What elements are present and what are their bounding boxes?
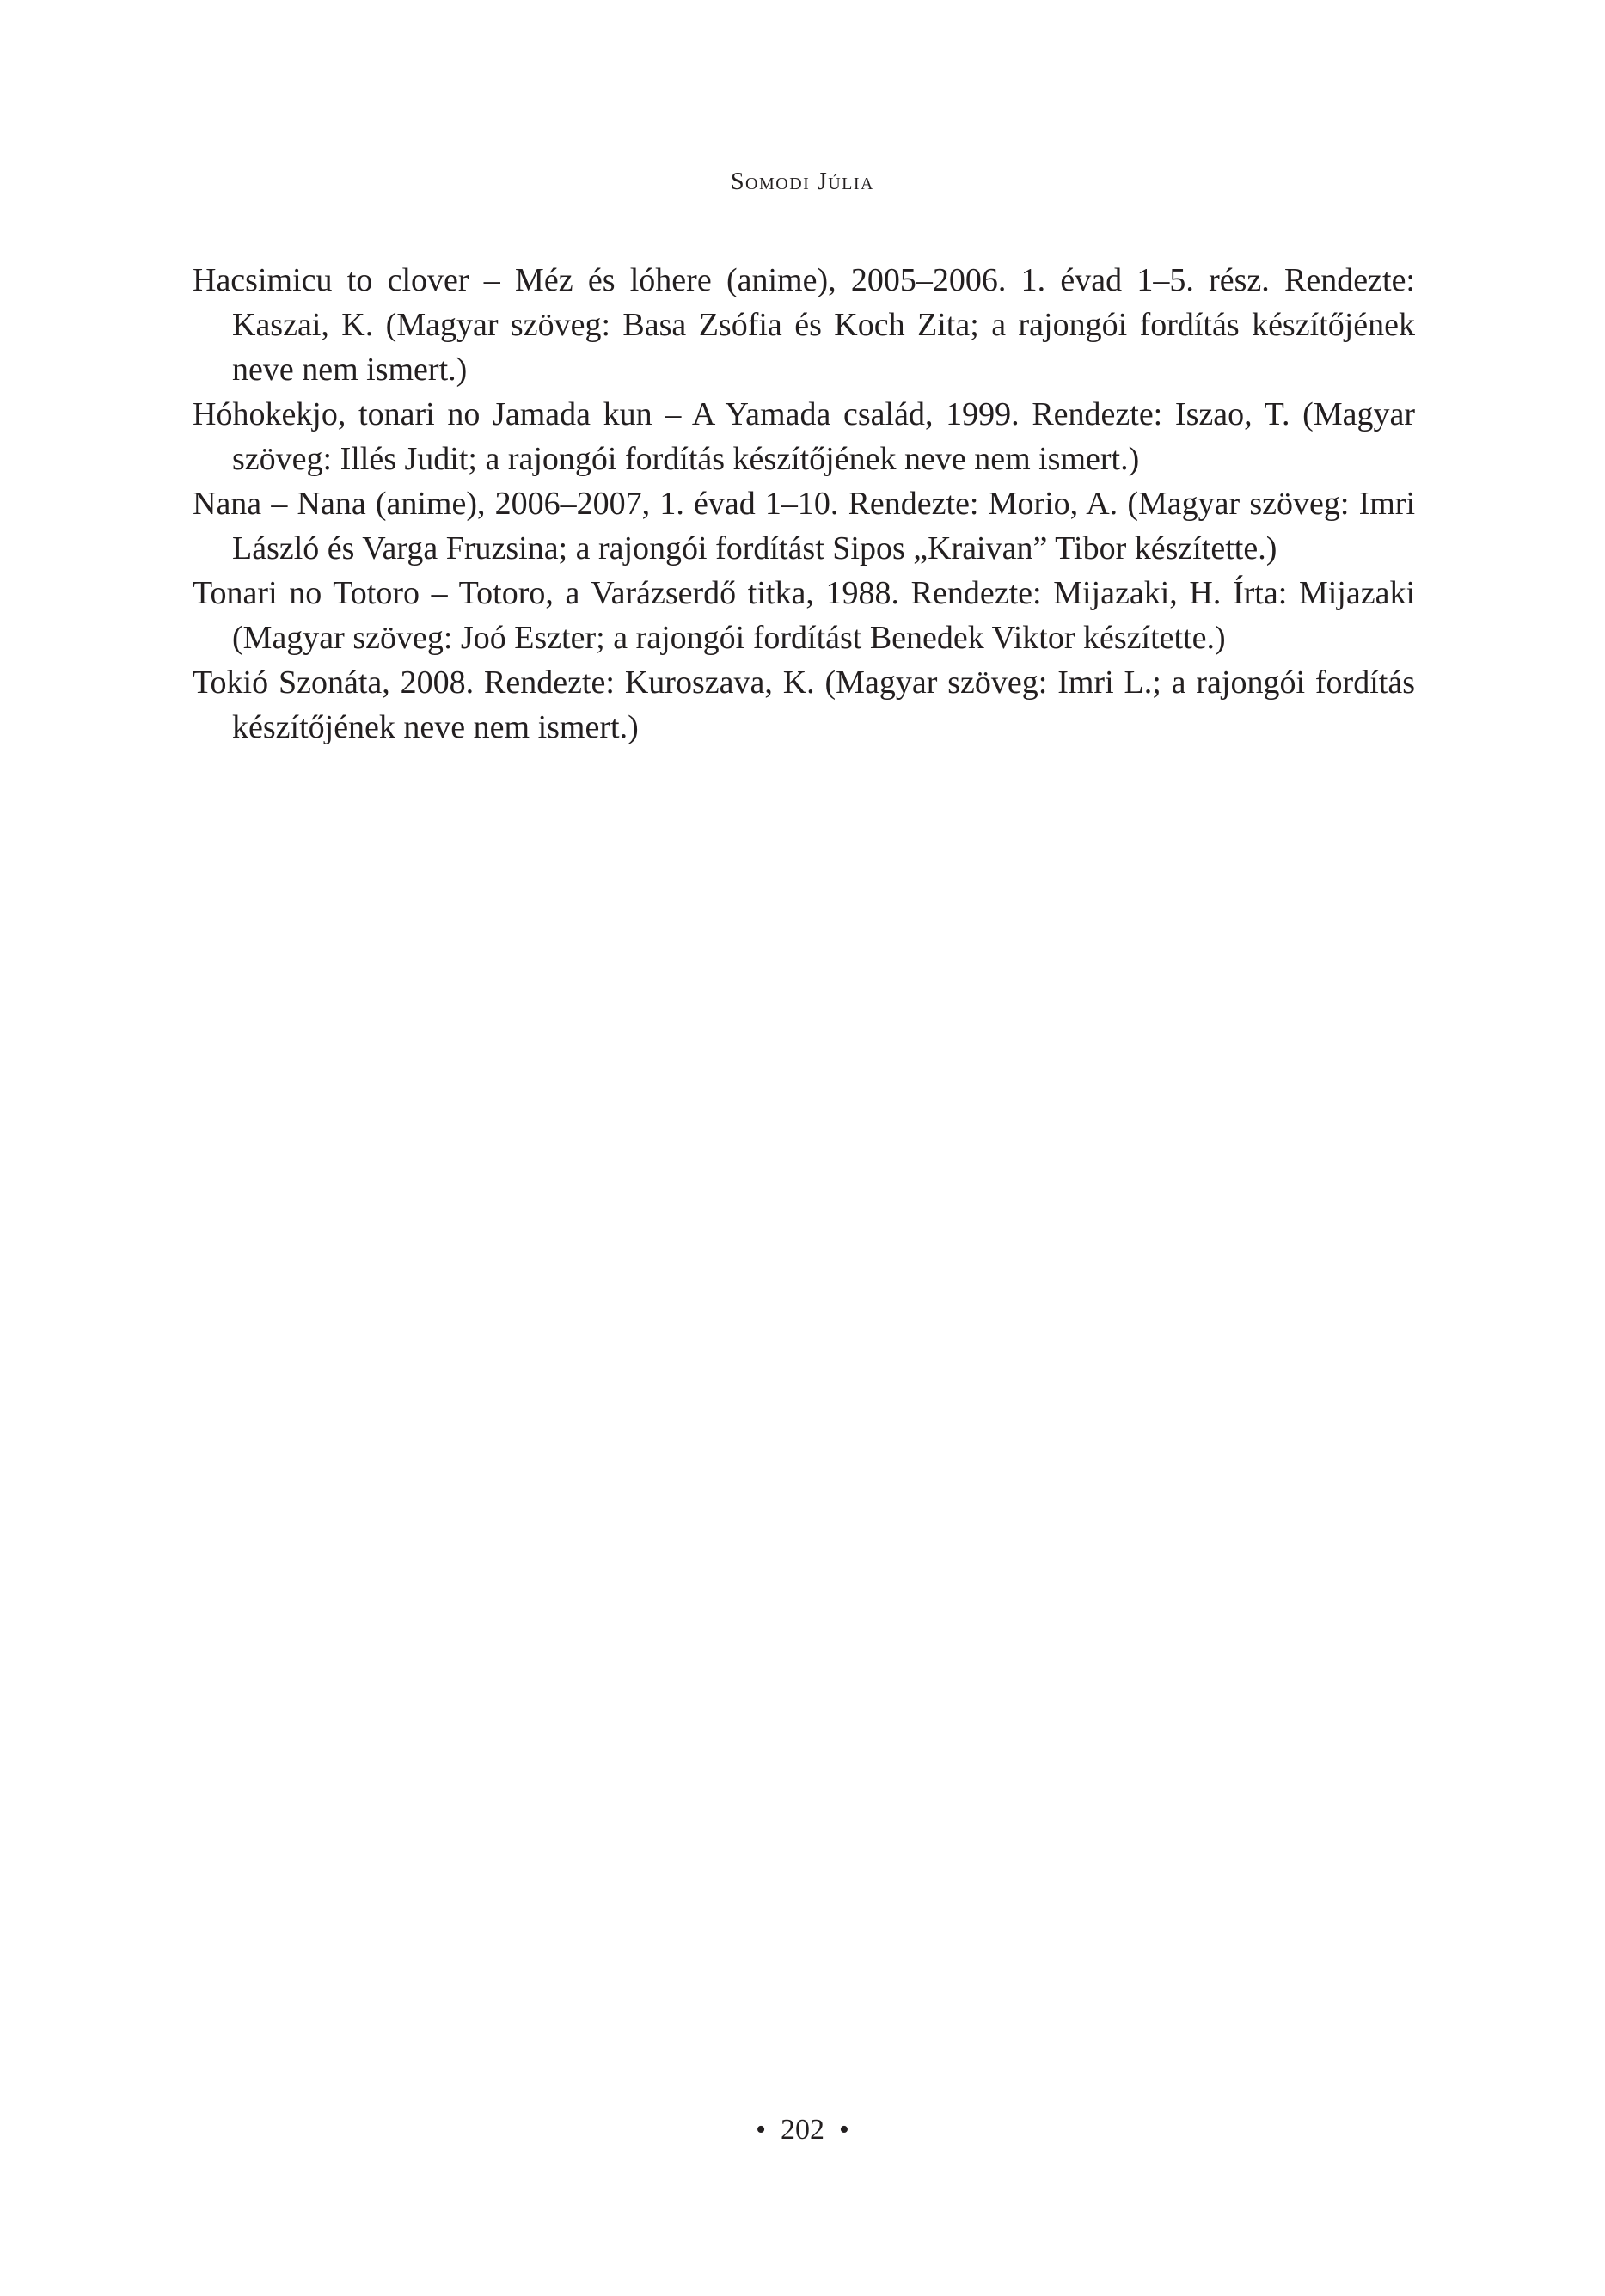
bibliography-entry: Tonari no Totoro – Totoro, a Varázserdő titka, 1988. Rendezte: Mijazaki, H. Írta: Mijazaki (Magyar szöveg: Joó Eszter; a rajongói fordítást Benedek Viktor készítette.) [193, 575, 1415, 656]
bibliography-entry: Hóhokekjo, tonari no Jamada kun – A Yamada család, 1999. Rendezte: Iszao, T. (Magyar szöveg: Illés Judit; a rajongói fordítás készítőjének neve nem ismert.) [193, 396, 1415, 477]
running-head-author: Somodi Júlia [730, 168, 874, 195]
bibliography-entry: Hacsimicu to clover – Méz és lóhere (anime), 2005–2006. 1. évad 1–5. rész. Rendezte: Kaszai, K. (Magyar szöveg: Basa Zsófia és Koch Zita; a rajongói fordítás készítőjének neve nem ismert.) [193, 262, 1415, 388]
bibliography-entry: Nana – Nana (anime), 2006–2007, 1. évad 1–10. Rendezte: Morio, A. (Magyar szöveg: Imri László és Varga Fruzsina; a rajongói fordítást Sipos „Kraivan” Tibor készítette.) [193, 486, 1415, 566]
page-number: • 202 • [756, 2114, 849, 2146]
bibliography-entry: Tokió Szonáta, 2008. Rendezte: Kuroszava, K. (Magyar szöveg: Imri L.; a rajongói fordítás készítőjének neve nem ismert.) [193, 664, 1415, 745]
bibliography-list [193, 258, 1415, 750]
